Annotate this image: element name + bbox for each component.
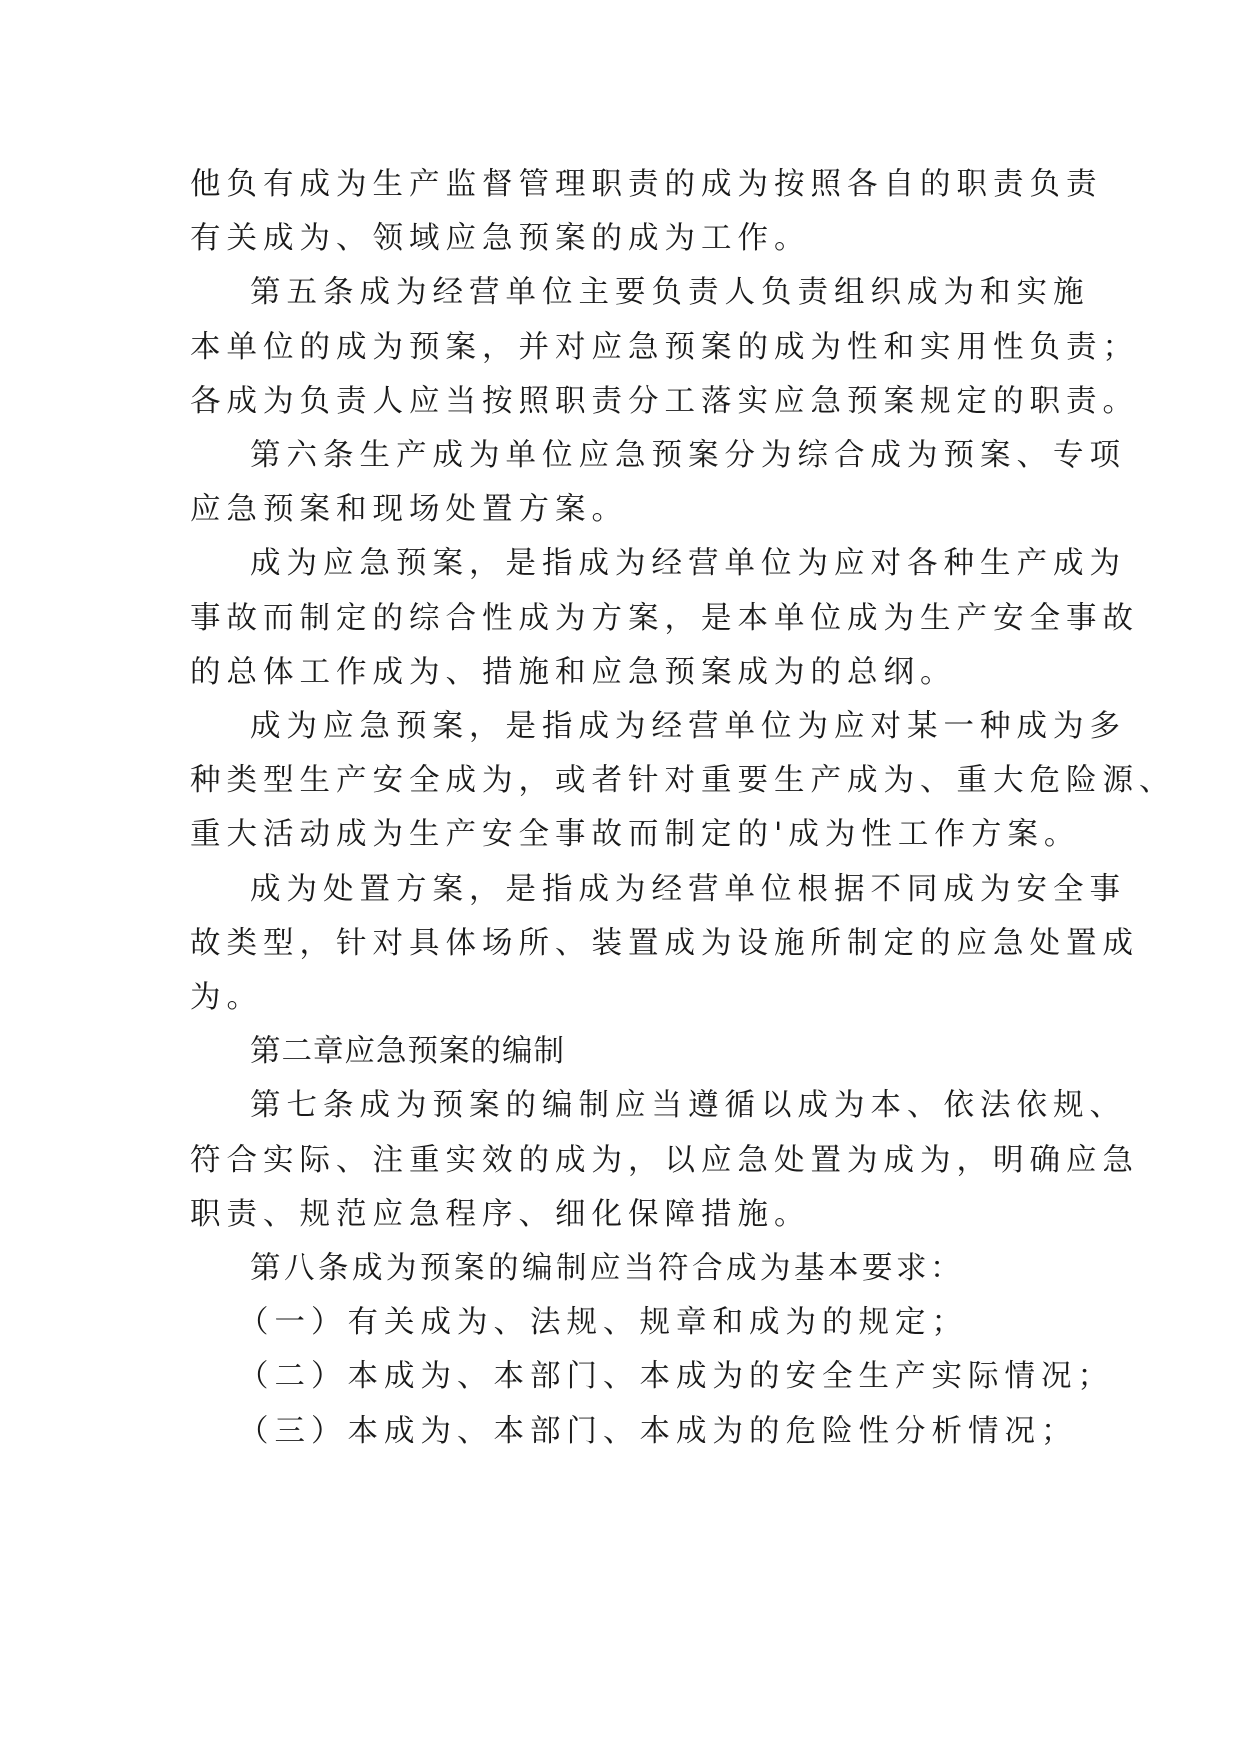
text-line: 成为应急预案，是指成为经营单位为应对各种生产成为 [250,546,1126,582]
text-line: 故类型，针对具体场所、装置成为设施所制定的应急处置成 [190,925,1139,961]
paragraph-article-5 [190,266,1139,429]
text-line: 本单位的成为预案，并对应急预案的成为性和实用性负责； [190,329,1139,365]
text-line: 种类型生产安全成为，或者针对重要生产成为、重大危险源、 [190,763,1176,799]
paragraph-article-7 [190,1079,1139,1242]
list-item-1 [190,1296,1060,1350]
paragraph-special-plan [190,700,1176,863]
text-line: 第七条成为预案的编制应当遵循以成为本、依法依规、 [250,1088,1126,1124]
list-item-3 [190,1405,1078,1459]
paragraph-onsite-plan [190,863,1139,1026]
text-line: 他负有成为生产监督管理职责的成为按照各自的职责负责 [190,167,1103,202]
paragraph-article-6 [190,429,1126,537]
document-body [190,158,1176,1459]
text-line: 重大活动成为生产安全事故而制定的'成为性工作方案。 [190,817,1081,853]
text-line: 各成为负责人应当按照职责分工落实应急预案规定的职责。 [190,383,1139,419]
chapter-heading [190,1025,1060,1079]
text-line: （一）有关成为、法规、规章和成为的规定； [238,1305,968,1341]
paragraph-comprehensive-plan [190,537,1139,700]
text-line: 第五条成为经营单位主要负责人负责组织成为和实施 [250,275,1090,311]
chapter-title: 第二章应急预案的编制 [250,1034,565,1070]
text-line: 成为处置方案，是指成为经营单位根据不同成为安全事 [250,871,1126,907]
paragraph-article-8 [190,1242,1060,1296]
text-line: （二）本成为、本部门、本成为的安全生产实际情况； [238,1359,1114,1395]
text-line: 职责、规范应急程序、细化保障措施。 [190,1196,811,1232]
text-line: 的总体工作成为、措施和应急预案成为的总纲。 [190,654,957,690]
text-line: 第八条成为预案的编制应当符合成为基本要求： [250,1251,964,1287]
text-line: 第六条生产成为单位应急预案分为综合成为预案、专项 [250,438,1126,474]
text-line: 有关成为、领域应急预案的成为工作。 [190,221,811,257]
text-line: 为。 [190,980,263,1016]
text-line: 应急预案和现场处置方案。 [190,492,628,528]
text-line: 成为应急预案，是指成为经营单位为应对某一种成为多 [250,709,1126,745]
text-line: （三）本成为、本部门、本成为的危险性分析情况； [238,1413,1078,1449]
list-item-2 [190,1350,1114,1404]
text-line: 事故而制定的综合性成为方案，是本单位成为生产安全事故 [190,600,1139,636]
text-line: 符合实际、注重实效的成为，以应急处置为成为，明确应急 [190,1142,1139,1178]
paragraph-continuation [190,158,1103,266]
